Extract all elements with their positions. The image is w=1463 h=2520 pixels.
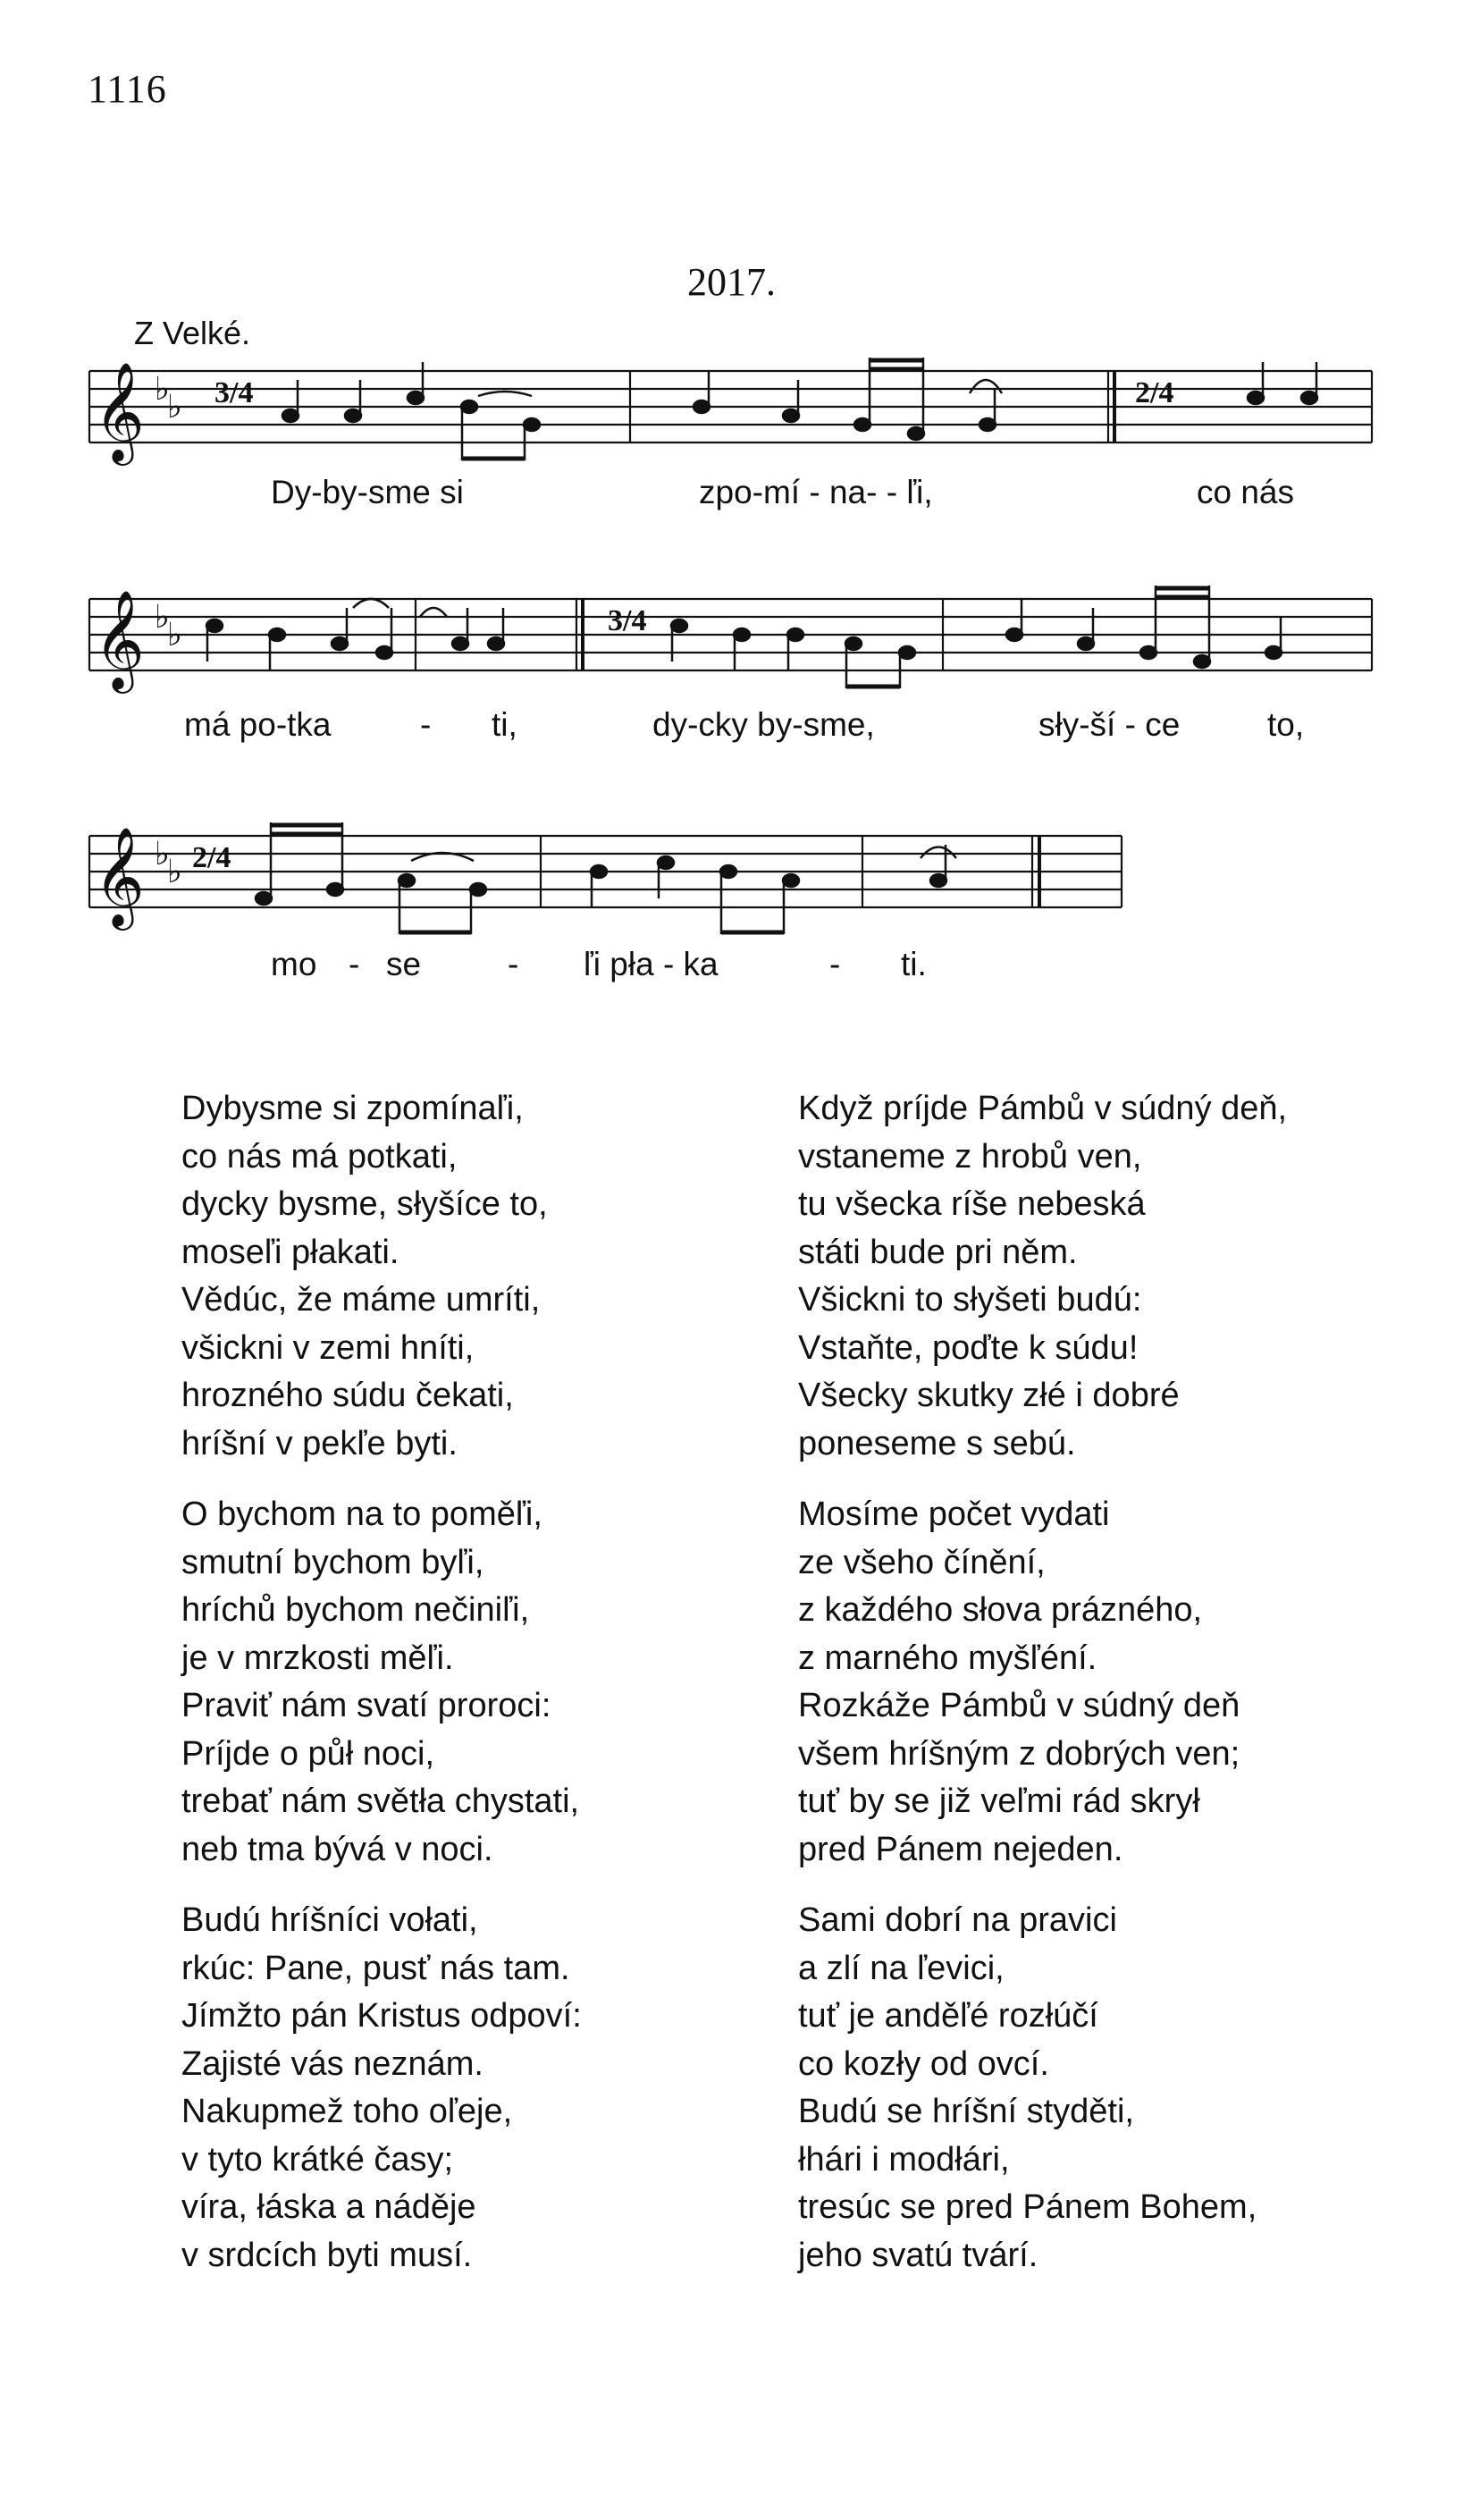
treble-clef-icon: 𝄞 [94, 826, 145, 926]
verse-line: tresúc se pred Pánem Bohem, [798, 2188, 1257, 2226]
verse-line: Dybysme si zpomínaľi, [181, 1090, 524, 1127]
page-number: 1116 [88, 67, 167, 111]
verse-line: tuť je anděľé rozłúčí [798, 1997, 1098, 2035]
verse-line: Praviť nám svatí proroci: [181, 1687, 551, 1724]
verse-line: Mosíme počet vydati [798, 1496, 1110, 1533]
verse-line: neb tma bývá v noci. [181, 1830, 493, 1868]
verse-line: co kozły od ovcí. [798, 2044, 1049, 2083]
lyric-line-3f: - [829, 946, 841, 982]
flat-icon: ♭ [155, 599, 170, 636]
verse-line: dycky bysme, słyšíce to, [181, 1185, 548, 1223]
lyric-line-3c: se [386, 946, 422, 982]
verse-line: všickni v zemi hníti, [181, 1328, 475, 1367]
verse-line: jeho svatú tvárí. [798, 2236, 1038, 2274]
verse-line: Nakupmež toho oľeje, [181, 2093, 513, 2130]
time-signature: 2/4 [192, 841, 231, 874]
verse-line: z každého słova prázného, [798, 1591, 1203, 1629]
verse-line: hrozného súdu čekati, [181, 1377, 514, 1414]
song-origin: Z Velké. [134, 315, 251, 351]
lyric-line-2b: - [420, 706, 432, 743]
flat-icon: ♭ [167, 389, 182, 426]
stanza [798, 1085, 1442, 1468]
lyric-line-3b: - [349, 946, 360, 982]
lyric-line-1a: Dy-by-sme si [271, 474, 464, 510]
verse-line: Zajisté vás neznám. [181, 2044, 483, 2083]
verse-line: Rozkáže Pámbů v súdný deň [798, 1687, 1240, 1724]
lyric-line-2e: sły-ší - ce [1038, 706, 1181, 743]
lyric-line-2f: to, [1267, 706, 1305, 743]
lyric-line-3d: - [508, 946, 519, 982]
lyric-line-3a: mo [271, 946, 317, 982]
lyric-line-2a: má po-tka [184, 706, 332, 743]
lyric-line-1b: zpo-mí - na- - ľi, [699, 474, 933, 510]
verse-line: hríchů bychom nečiniľi, [181, 1591, 530, 1629]
verse-line: Príjde o půł noci, [181, 1734, 435, 1773]
treble-clef-icon: 𝄞 [94, 589, 145, 689]
verse-line: a zlí na ľevici, [798, 1949, 1005, 1987]
verse-line: Všecky skutky złé i dobré [798, 1377, 1180, 1414]
verse-line: smutní bychom byľi, [181, 1543, 484, 1581]
verse-line: pred Pánem nejeden. [798, 1830, 1123, 1868]
song-number: 2017. [687, 260, 776, 304]
verse-line: moseľi płakati. [181, 1233, 399, 1271]
verse-line: v tyto krátké časy; [181, 2140, 454, 2179]
music-staff-system-2 [85, 581, 1381, 706]
stanza [181, 1897, 825, 2280]
verse-line: je v mrzkosti měľi. [181, 1639, 454, 1677]
verse-line: tu všecka ríše nebeská [798, 1185, 1146, 1223]
verse-line: Jímžto pán Kristus odpoví: [181, 1997, 582, 2035]
verse-line: Vědúc, že máme umríti, [181, 1281, 541, 1319]
flat-icon: ♭ [155, 371, 170, 408]
verse-line: łhári i modłári, [798, 2140, 1010, 2179]
verse-line: z marného myšľéní. [798, 1639, 1097, 1677]
verse-line: Když príjde Pámbů v súdný deň, [798, 1090, 1288, 1127]
verse-line: Sami dobrí na pravici [798, 1901, 1117, 1939]
verse-line: v srdcích byti musí. [181, 2236, 473, 2274]
lyric-line-3g: ti. [901, 946, 927, 982]
verse-line: hríšní v pekľe byti. [181, 1424, 458, 1462]
verses-right-column [798, 1085, 1442, 2303]
time-signature: 3/4 [608, 604, 647, 637]
verses-left-column [181, 1085, 825, 2303]
verse-line: víra, łáska a náděje [181, 2188, 476, 2226]
verse-line: ze všeho čínění, [798, 1543, 1046, 1581]
verse-line: tuť by se již veľmi rád skrył [798, 1783, 1200, 1820]
verse-line: trebať nám světła chystati, [181, 1783, 580, 1820]
verse-line: státi bude pri něm. [798, 1233, 1078, 1271]
verse-line: poneseme s sebú. [798, 1424, 1076, 1462]
music-staff-system-3 [85, 818, 1157, 943]
verse-line: Vstaňte, poďte k súdu! [798, 1328, 1139, 1367]
time-signature: 2/4 [1135, 376, 1174, 409]
verse-line: Všickni to słyšeti budú: [798, 1281, 1142, 1319]
stanza [181, 1491, 825, 1874]
music-staff-system-1 [85, 353, 1381, 478]
treble-clef-icon: 𝄞 [94, 361, 145, 461]
verse-line: Budú se hríšní styděti, [798, 2093, 1134, 2130]
flat-icon: ♭ [155, 836, 170, 872]
lyric-line-3e: ľi pła - ka [584, 946, 719, 982]
lyric-line-2d: dy-cky by-sme, [652, 706, 875, 743]
verse-line: všem hríšným z dobrých ven; [798, 1734, 1240, 1773]
stanza [181, 1085, 825, 1468]
flat-icon: ♭ [167, 854, 182, 890]
verse-line: co nás má potkati, [181, 1137, 458, 1176]
lyric-line-2c: ti, [492, 706, 517, 743]
verse-line: vstaneme z hrobů ven, [798, 1137, 1142, 1176]
verse-line: O bychom na to poměľi, [181, 1496, 542, 1533]
verse-line: rkúc: Pane, pusť nás tam. [181, 1949, 570, 1987]
time-signature-numerator: 3/4 [214, 376, 254, 409]
stanza [798, 1897, 1442, 2280]
verse-line: Budú hríšníci vołati, [181, 1901, 478, 1939]
lyric-line-1c: co nás [1197, 474, 1295, 510]
flat-icon: ♭ [167, 617, 182, 653]
stanza [798, 1491, 1442, 1874]
